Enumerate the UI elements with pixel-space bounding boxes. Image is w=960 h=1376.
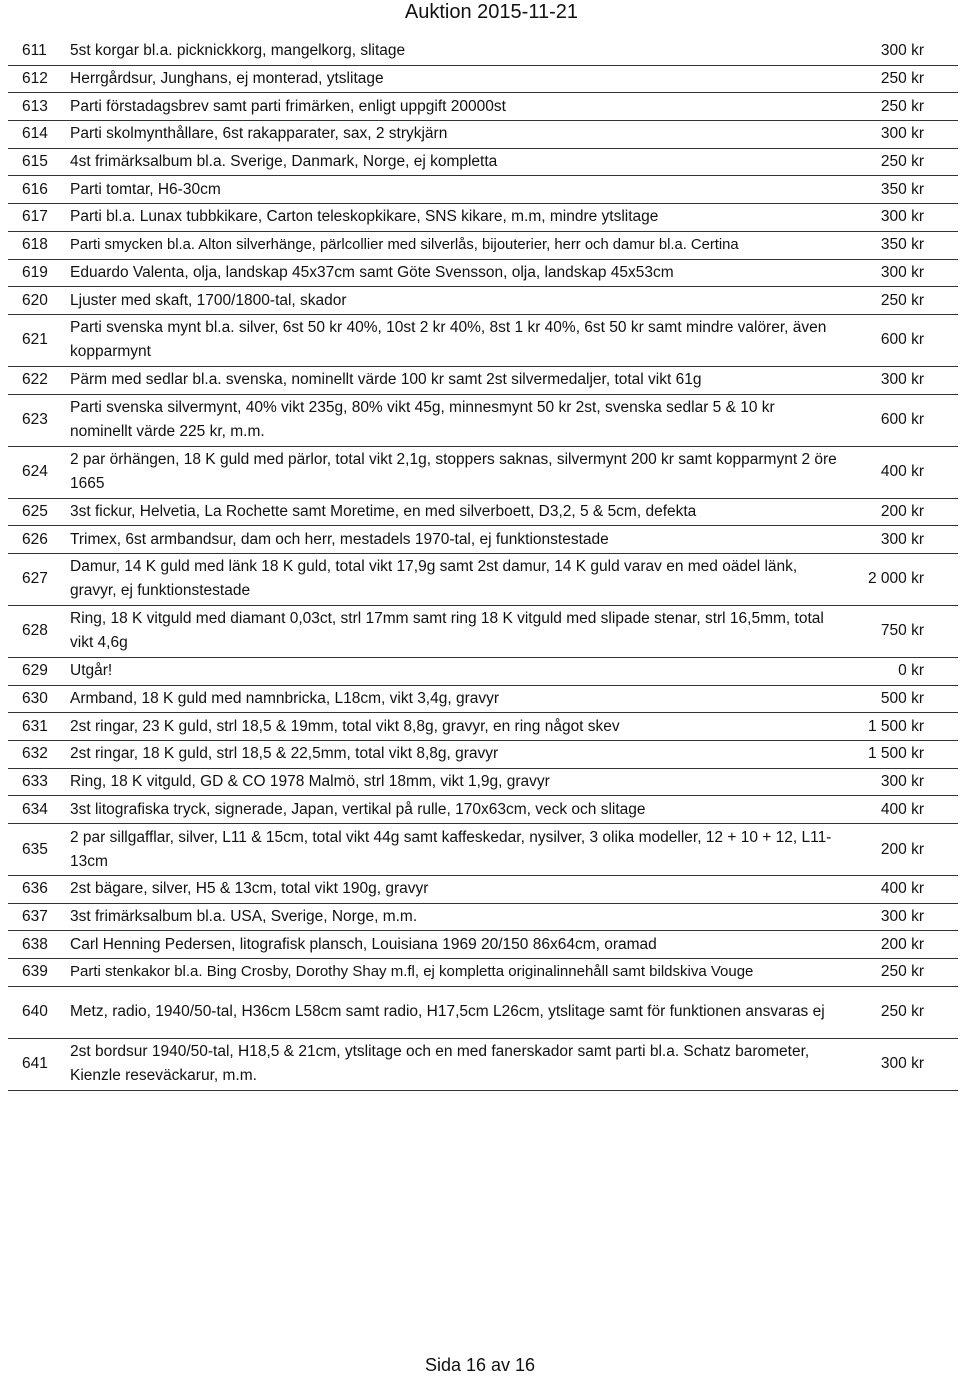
table-row: [8, 824, 958, 876]
table-row: [8, 1038, 958, 1090]
lot-number: 618: [8, 231, 70, 259]
lot-price: 350 kr: [838, 231, 958, 259]
lot-number: 632: [8, 741, 70, 769]
lot-description: Trimex, 6st armbandsur, dam och herr, mestadels 1970-tal, ej funktionstestade: [70, 526, 838, 554]
table-row: [8, 959, 958, 987]
lot-price: 200 kr: [838, 931, 958, 959]
lot-price: 600 kr: [838, 314, 958, 366]
table-row: [8, 148, 958, 176]
lot-number: 630: [8, 685, 70, 713]
auction-lot-table: [8, 38, 958, 1091]
lot-number: 635: [8, 824, 70, 876]
lot-number: 641: [8, 1038, 70, 1090]
table-row: [8, 931, 958, 959]
table-row: [8, 768, 958, 796]
lot-number: 631: [8, 713, 70, 741]
table-row: [8, 93, 958, 121]
lot-price: 200 kr: [838, 824, 958, 876]
lot-price: 500 kr: [838, 685, 958, 713]
lot-description: Carl Henning Pedersen, litografisk plansch, Louisiana 1969 20/150 86x64cm, oramad: [70, 931, 838, 959]
lot-description: Ljuster med skaft, 1700/1800-tal, skador: [70, 287, 838, 315]
lot-description: Parti tomtar, H6-30cm: [70, 176, 838, 204]
lot-number: 640: [8, 986, 70, 1038]
table-row: [8, 553, 958, 605]
lot-number: 638: [8, 931, 70, 959]
lot-description: 2st ringar, 18 K guld, strl 18,5 & 22,5mm, total vikt 8,8g, gravyr: [70, 741, 838, 769]
lot-number: 626: [8, 526, 70, 554]
lot-number: 622: [8, 366, 70, 394]
lot-price: 250 kr: [838, 148, 958, 176]
lot-description: 4st frimärksalbum bl.a. Sverige, Danmark, Norge, ej kompletta: [70, 148, 838, 176]
lot-description: Parti svenska silvermynt, 40% vikt 235g, 80% vikt 45g, minnesmynt 50 kr 2st, svenska sedlar 5 & 10 kr nominellt värde 225 kr, m.m.: [70, 394, 838, 446]
page-footer-number: Sida 16 av 16: [424, 1355, 536, 1375]
lot-price: 300 kr: [838, 38, 958, 65]
lot-number: 620: [8, 287, 70, 315]
table-row: [8, 685, 958, 713]
table-row: [8, 38, 958, 65]
lot-description: 2st bägare, silver, H5 & 13cm, total vikt 190g, gravyr: [70, 876, 838, 904]
table-row: [8, 446, 958, 498]
page-header-title: Auktion 2015-11-21: [404, 1, 578, 23]
lot-price: 750 kr: [838, 605, 958, 657]
table-row: [8, 287, 958, 315]
table-row: [8, 314, 958, 366]
lot-price: 350 kr: [838, 176, 958, 204]
lot-description: Eduardo Valenta, olja, landskap 45x37cm samt Göte Svensson, olja, landskap 45x53cm: [70, 259, 838, 287]
table-row: [8, 176, 958, 204]
lot-number: 639: [8, 959, 70, 987]
lot-number: 636: [8, 876, 70, 904]
lot-description: Damur, 14 K guld med länk 18 K guld, total vikt 17,9g samt 2st damur, 14 K guld varav en med oädel länk, gravyr, ej funktionstestade: [70, 553, 838, 605]
lot-description: Armband, 18 K guld med namnbricka, L18cm, vikt 3,4g, gravyr: [70, 685, 838, 713]
table-row: [8, 498, 958, 526]
lot-table-body: [8, 38, 958, 1090]
table-row: [8, 204, 958, 232]
lot-price: 300 kr: [838, 1038, 958, 1090]
lot-price: 250 kr: [838, 959, 958, 987]
lot-price: 300 kr: [838, 768, 958, 796]
lot-description: Utgår!: [70, 657, 838, 685]
lot-number: 614: [8, 121, 70, 149]
table-row: [8, 741, 958, 769]
lot-number: 616: [8, 176, 70, 204]
lot-price: 400 kr: [838, 446, 958, 498]
table-row: [8, 231, 958, 259]
lot-number: 634: [8, 796, 70, 824]
lot-number: 617: [8, 204, 70, 232]
lot-price: 300 kr: [838, 259, 958, 287]
lot-description: Parti smycken bl.a. Alton silverhänge, pärlcollier med silverlås, bijouterier, herr och damur bl.a. Certina: [70, 231, 838, 259]
lot-number: 613: [8, 93, 70, 121]
lot-description: Herrgårdsur, Junghans, ej monterad, ytslitage: [70, 65, 838, 93]
lot-price: 0 kr: [838, 657, 958, 685]
lot-description: Ring, 18 K vitguld med diamant 0,03ct, strl 17mm samt ring 18 K vitguld med slipade stenar, strl 16,5mm, total vikt 4,6g: [70, 605, 838, 657]
lot-number: 628: [8, 605, 70, 657]
lot-number: 612: [8, 65, 70, 93]
lot-description: Ring, 18 K vitguld, GD & CO 1978 Malmö, strl 18mm, vikt 1,9g, gravyr: [70, 768, 838, 796]
lot-description: Parti svenska mynt bl.a. silver, 6st 50 kr 40%, 10st 2 kr 40%, 8st 1 kr 40%, 6st 50 kr samt mindre valörer, även kopparmynt: [70, 314, 838, 366]
lot-price: 250 kr: [838, 287, 958, 315]
lot-price: 400 kr: [838, 876, 958, 904]
table-row: [8, 713, 958, 741]
lot-price: 250 kr: [838, 986, 958, 1038]
lot-number: 633: [8, 768, 70, 796]
lot-description: 3st fickur, Helvetia, La Rochette samt Moretime, en med silverboett, D3,2, 5 & 5cm, defekta: [70, 498, 838, 526]
table-row: [8, 657, 958, 685]
table-row: [8, 876, 958, 904]
lot-description: Parti stenkakor bl.a. Bing Crosby, Dorothy Shay m.fl, ej kompletta originalinnehåll samt bildskiva Vouge: [70, 959, 838, 987]
lot-number: 637: [8, 903, 70, 931]
table-row: [8, 903, 958, 931]
lot-price: 300 kr: [838, 366, 958, 394]
lot-description: 2 par sillgafflar, silver, L11 & 15cm, total vikt 44g samt kaffeskedar, nysilver, 3 olika modeller, 12 + 10 + 12, L11-13cm: [70, 824, 838, 876]
lot-description: 2st bordsur 1940/50-tal, H18,5 & 21cm, ytslitage och en med fanerskador samt parti bl.a. Schatz barometer, Kienzle reseväckarur, m.m.: [70, 1038, 838, 1090]
table-row: [8, 986, 958, 1038]
table-row: [8, 366, 958, 394]
lot-description: 2 par örhängen, 18 K guld med pärlor, total vikt 2,1g, stoppers saknas, silvermynt 200 kr samt kopparmynt 2 öre 1665: [70, 446, 838, 498]
lot-number: 623: [8, 394, 70, 446]
lot-price: 300 kr: [838, 903, 958, 931]
lot-number: 627: [8, 553, 70, 605]
lot-description: Parti bl.a. Lunax tubbkikare, Carton teleskopkikare, SNS kikare, m.m, mindre ytslitage: [70, 204, 838, 232]
lot-price: 400 kr: [838, 796, 958, 824]
table-row: [8, 526, 958, 554]
lot-price: 300 kr: [838, 526, 958, 554]
lot-number: 619: [8, 259, 70, 287]
lot-price: 300 kr: [838, 204, 958, 232]
lot-price: 300 kr: [838, 121, 958, 149]
lot-number: 611: [8, 38, 70, 65]
lot-number: 624: [8, 446, 70, 498]
lot-number: 629: [8, 657, 70, 685]
lot-price: 200 kr: [838, 498, 958, 526]
lot-description: Parti förstadagsbrev samt parti frimärken, enligt uppgift 20000st: [70, 93, 838, 121]
table-row: [8, 65, 958, 93]
lot-price: 600 kr: [838, 394, 958, 446]
table-row: [8, 121, 958, 149]
lot-description: Metz, radio, 1940/50-tal, H36cm L58cm samt radio, H17,5cm L26cm, ytslitage samt för funktionen ansvaras ej: [70, 986, 838, 1038]
lot-price: 1 500 kr: [838, 741, 958, 769]
lot-description: 2st ringar, 23 K guld, strl 18,5 & 19mm, total vikt 8,8g, gravyr, en ring något skev: [70, 713, 838, 741]
lot-description: 5st korgar bl.a. picknickkorg, mangelkorg, slitage: [70, 38, 838, 65]
table-row: [8, 605, 958, 657]
lot-description: Pärm med sedlar bl.a. svenska, nominellt värde 100 kr samt 2st silvermedaljer, total vikt 61g: [70, 366, 838, 394]
lot-description: 3st litografiska tryck, signerade, Japan, vertikal på rulle, 170x63cm, veck och slitage: [70, 796, 838, 824]
lot-price: 1 500 kr: [838, 713, 958, 741]
lot-number: 625: [8, 498, 70, 526]
lot-price: 250 kr: [838, 93, 958, 121]
table-row: [8, 394, 958, 446]
lot-number: 621: [8, 314, 70, 366]
table-row: [8, 259, 958, 287]
lot-number: 615: [8, 148, 70, 176]
table-row: [8, 796, 958, 824]
lot-description: 3st frimärksalbum bl.a. USA, Sverige, Norge, m.m.: [70, 903, 838, 931]
lot-description: Parti skolmynthållare, 6st rakapparater, sax, 2 strykjärn: [70, 121, 838, 149]
lot-price: 2 000 kr: [838, 553, 958, 605]
lot-price: 250 kr: [838, 65, 958, 93]
